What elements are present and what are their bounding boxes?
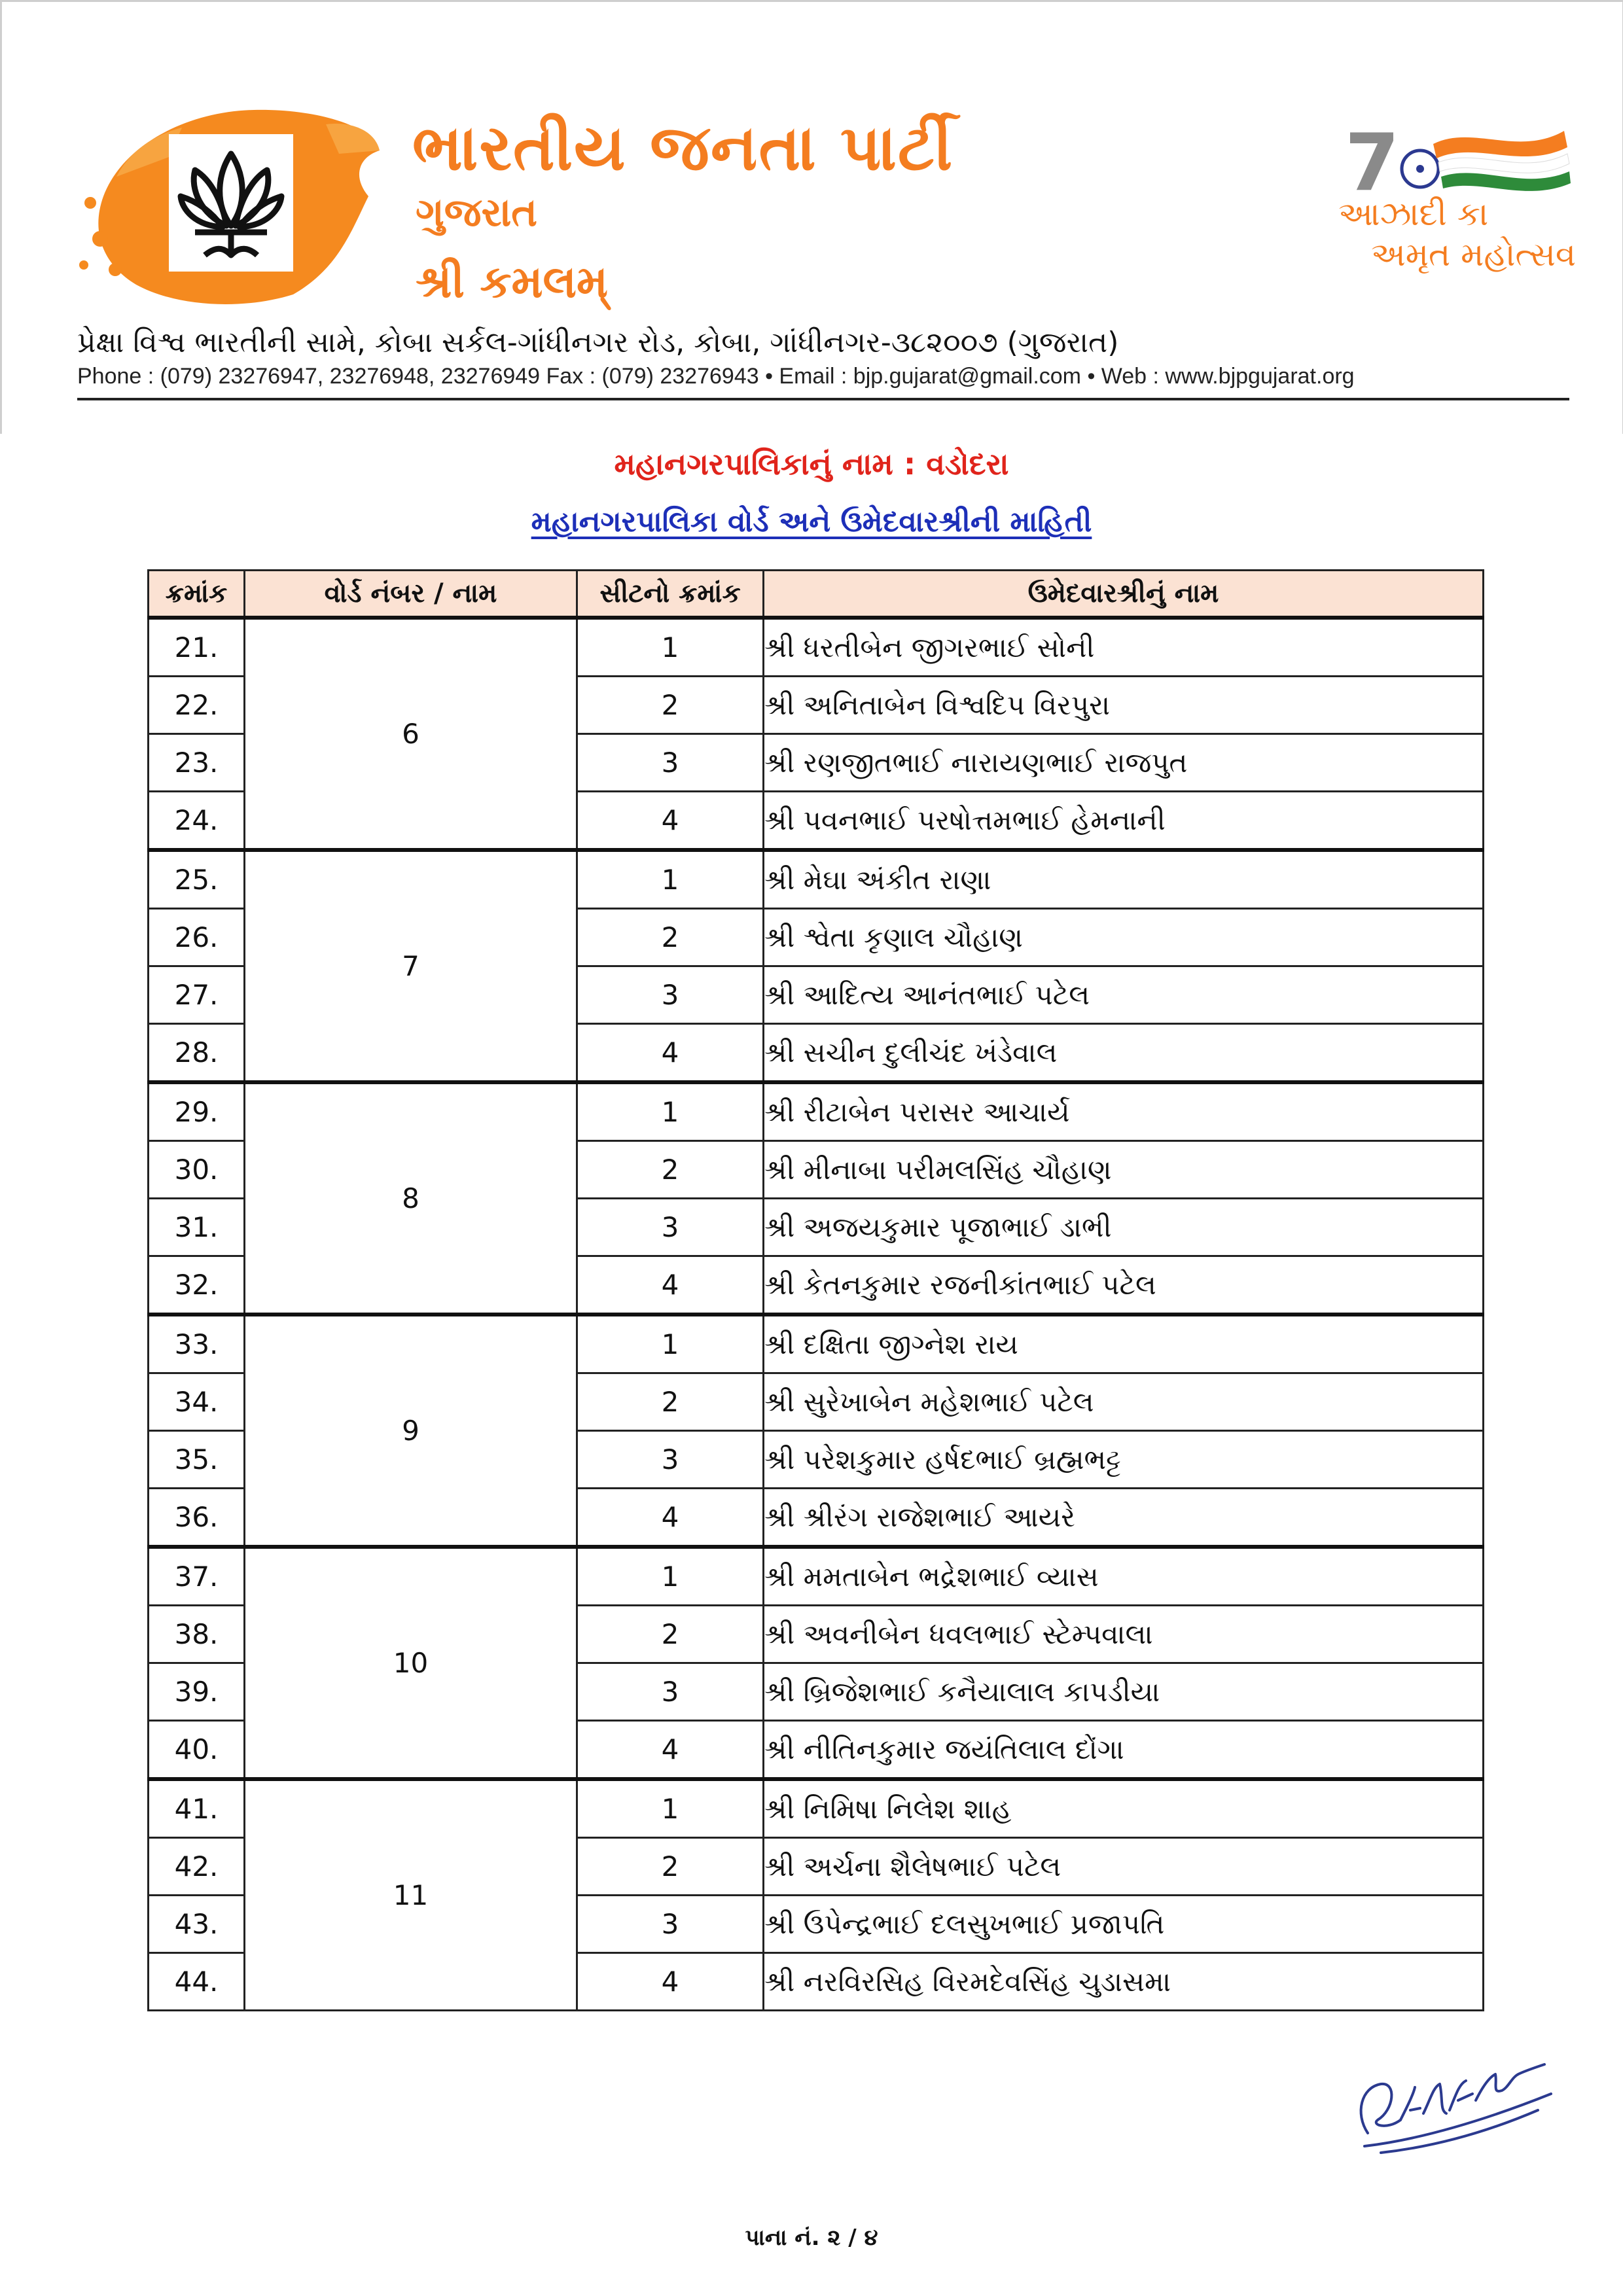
table-row: [149, 1315, 1484, 1373]
seat-number: 4: [577, 1953, 764, 2011]
candidate-name: શ્રી પવનભાઈ પરષોત્તમભાઈ હેમનાની: [764, 792, 1484, 851]
seat-number: 3: [577, 1431, 764, 1489]
contact-line: Phone : (079) 23276947, 23276948, 23276949 Fax : (079) 23276943 • Email : bjp.gujarat@gmail.com • Web : www.bjpgujarat.org: [77, 364, 1355, 389]
ward-group: [149, 1082, 1484, 1315]
table-row: [149, 1082, 1484, 1141]
table-row: [149, 850, 1484, 909]
ward-number: 9: [245, 1315, 577, 1547]
serial-number: 33.: [149, 1315, 245, 1373]
seat-number: 2: [577, 1373, 764, 1431]
candidate-name: શ્રી આદિત્ય આનંતભાઈ પટેલ: [764, 966, 1484, 1024]
serial-number: 44.: [149, 1953, 245, 2011]
signature-icon: [1342, 2048, 1558, 2179]
serial-number: 40.: [149, 1721, 245, 1780]
ward-group: [149, 1315, 1484, 1547]
serial-number: 38.: [149, 1606, 245, 1663]
candidate-name: શ્રી ઉપેન્દ્રભાઈ દલસુખભાઈ પ્રજાપતિ: [764, 1896, 1484, 1953]
header-candidate-name: ઉમેદવારશ્રીનું નામ: [764, 571, 1484, 618]
lotus-icon: [77, 98, 385, 314]
candidate-name: શ્રી સચીન દુલીચંદ ખંડેવાલ: [764, 1024, 1484, 1083]
candidate-name: શ્રી રીટાબેન પરાસર આચાર્ય: [764, 1082, 1484, 1141]
ward-group: [149, 618, 1484, 850]
candidate-name: શ્રી દક્ષિતા જીગ્નેશ રાય: [764, 1315, 1484, 1373]
candidate-name: શ્રી રણજીતભાઈ નારાયણભાઈ રાજપુત: [764, 734, 1484, 792]
seat-number: 3: [577, 734, 764, 792]
serial-number: 26.: [149, 909, 245, 966]
table-row: [149, 1547, 1484, 1606]
serial-number: 25.: [149, 850, 245, 909]
seat-number: 1: [577, 1779, 764, 1838]
serial-number: 32.: [149, 1256, 245, 1315]
candidate-name: શ્રી મેઘા અંકીત રાણા: [764, 850, 1484, 909]
serial-number: 27.: [149, 966, 245, 1024]
candidate-name: શ્રી અનિતાબેન વિશ્વદિપ વિરપુરા: [764, 677, 1484, 734]
candidate-name: શ્રી શ્રીરંગ રાજેશભાઈ આયરે: [764, 1489, 1484, 1547]
seat-number: 4: [577, 1489, 764, 1547]
seat-number: 1: [577, 1315, 764, 1373]
header-ward: વોર્ડ નંબર / નામ: [245, 571, 577, 618]
serial-number: 41.: [149, 1779, 245, 1838]
header-seat: સીટનો ક્રમાંક: [577, 571, 764, 618]
seat-number: 3: [577, 1896, 764, 1953]
ward-group: [149, 1547, 1484, 1779]
serial-number: 30.: [149, 1141, 245, 1199]
seat-number: 4: [577, 1256, 764, 1315]
serial-number: 28.: [149, 1024, 245, 1083]
section-subtitle-text: મહાનગરપાલિકા વોર્ડ અને ઉમેદવારશ્રીની માહિતી: [531, 505, 1092, 539]
table-row: [149, 618, 1484, 677]
candidate-name: શ્રી પરેશકુમાર હર્ષદભાઈ બ્રહ્મભટ્ટ: [764, 1431, 1484, 1489]
serial-number: 31.: [149, 1199, 245, 1256]
seat-number: 3: [577, 966, 764, 1024]
candidate-name: શ્રી મીનાબા પરીમલસિંહ ચૌહાણ: [764, 1141, 1484, 1199]
candidate-name: શ્રી સુરેખાબેન મહેશભાઈ પટેલ: [764, 1373, 1484, 1431]
svg-text:7: 7: [1345, 118, 1400, 209]
serial-number: 34.: [149, 1373, 245, 1431]
ward-number: 11: [245, 1779, 577, 2011]
ward-number: 8: [245, 1082, 577, 1315]
serial-number: 36.: [149, 1489, 245, 1547]
seat-number: 1: [577, 618, 764, 677]
state-name: ગુજરાત: [416, 190, 538, 236]
seat-number: 4: [577, 1721, 764, 1780]
letterhead-divider: [77, 398, 1569, 400]
candidate-name: શ્રી કેતનકુમાર રજનીકાંતભાઈ પટેલ: [764, 1256, 1484, 1315]
corporation-title: મહાનગરપાલિકાનું નામ : વડોદરા: [614, 446, 1009, 482]
ward-group: [149, 850, 1484, 1082]
ward-number: 6: [245, 618, 577, 850]
seat-number: 4: [577, 792, 764, 851]
seat-number: 2: [577, 1141, 764, 1199]
ward-number: 7: [245, 850, 577, 1082]
serial-number: 35.: [149, 1431, 245, 1489]
seat-number: 2: [577, 909, 764, 966]
seat-number: 2: [577, 1838, 764, 1896]
seat-number: 3: [577, 1663, 764, 1721]
serial-number: 43.: [149, 1896, 245, 1953]
office-address: પ્રેક્ષા વિશ્વ ભારતીની સામે, કોબા સર્કલ-ગાંધીનગર રોડ, કોબા, ગાંધીનગર-૩૮૨૦૦૭ (ગુજરાત): [77, 326, 1119, 359]
candidate-name: શ્રી શ્વેતા કૃણાલ ચૌહાણ: [764, 909, 1484, 966]
serial-number: 37.: [149, 1547, 245, 1606]
serial-number: 39.: [149, 1663, 245, 1721]
candidate-name: શ્રી ધરતીબેન જીગરભાઈ સોની: [764, 618, 1484, 677]
candidate-name: શ્રી મમતાબેન ભદ્રેશભાઈ વ્યાસ: [764, 1547, 1484, 1606]
serial-number: 21.: [149, 618, 245, 677]
serial-number: 22.: [149, 677, 245, 734]
serial-number: 24.: [149, 792, 245, 851]
emblem-text-amrit-mahotsav: અમૃત મહોત્સવ: [1371, 236, 1576, 274]
office-name: શ્રી કમલમ્: [416, 256, 608, 308]
candidate-table: [147, 569, 1484, 2011]
party-name: ભારતીય જનતા પાર્ટી: [412, 111, 954, 185]
candidate-name: શ્રી બ્રિજેશભાઈ કનૈયાલાલ કાપડીયા: [764, 1663, 1484, 1721]
seat-number: 1: [577, 1547, 764, 1606]
table-header-row: [149, 571, 1484, 618]
candidate-name: શ્રી નિમિષા નિલેશ શાહ: [764, 1779, 1484, 1838]
ward-number: 10: [245, 1547, 577, 1779]
candidate-name: શ્રી નરવિરસિહ વિરમદેવસિંહ ચુડાસમા: [764, 1953, 1484, 2011]
seat-number: 3: [577, 1199, 764, 1256]
candidate-name: શ્રી અર્ચના શૈલેષભાઈ પટેલ: [764, 1838, 1484, 1896]
page-number: પાના નં. ૨ / ૪: [745, 2225, 878, 2251]
seat-number: 1: [577, 850, 764, 909]
serial-number: 29.: [149, 1082, 245, 1141]
ward-group: [149, 1779, 1484, 2011]
candidate-name: શ્રી અજયકુમાર પૂજાભાઈ ડાભી: [764, 1199, 1484, 1256]
candidate-name: શ્રી અવનીબેન ધવલભાઈ સ્ટેમ્પવાલા: [764, 1606, 1484, 1663]
serial-number: 42.: [149, 1838, 245, 1896]
candidate-name: શ્રી નીતિનકુમાર જયંતિલાલ દોંગા: [764, 1721, 1484, 1780]
seat-number: 2: [577, 1606, 764, 1663]
seat-number: 1: [577, 1082, 764, 1141]
emblem-text-azadi: આઝાદી કા: [1338, 195, 1489, 233]
header-serial: ક્રમાંક: [149, 571, 245, 618]
section-subtitle: [0, 505, 1623, 539]
serial-number: 23.: [149, 734, 245, 792]
seat-number: 2: [577, 677, 764, 734]
table-row: [149, 1779, 1484, 1838]
seat-number: 4: [577, 1024, 764, 1083]
